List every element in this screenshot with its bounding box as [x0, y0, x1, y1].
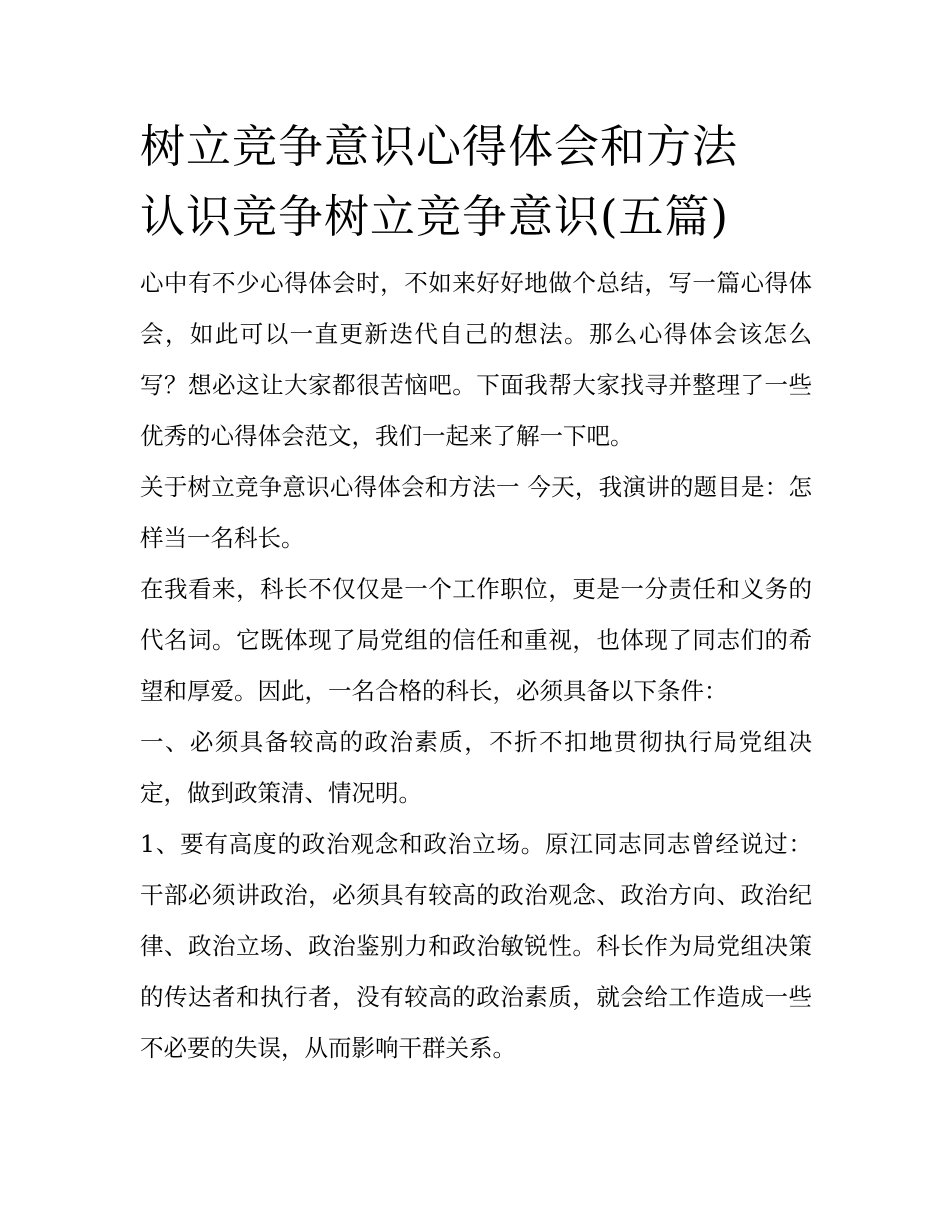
paragraph-intro: 心中有不少心得体会时，不如来好好地做个总结，写一篇心得体会，如此可以一直更新迭代自己的想法。那么心得体会该怎么写？想必这让大家都很苦恼吧。下面我帮大家找寻并整理了一些优秀的心得体会范文，我们一起来了解一下吧。 [140, 269, 812, 450]
paragraph-point-one: 一、必须具备较高的政治素质，不折不扣地贯彻执行局党组决定，做到政策清、情况明。 [140, 728, 812, 807]
document-title [140, 112, 812, 252]
title-line-2: 认识竞争树立竞争意识(五篇) [140, 190, 730, 243]
paragraph-speech-topic: 关于树立竞争意识心得体会和方法一 今天，我演讲的题目是：怎样当一名科长。 [140, 473, 812, 552]
title-line-1: 树立竞争意识心得体会和方法 [140, 120, 739, 173]
document-body [140, 112, 812, 1074]
paragraph-subpoint-one: 1、要有高度的政治观念和政治立场。原江同志同志曾经说过：干部必须讲政治，必须具有较高的政治观念、政治方向、政治纪律、政治立场、政治鉴别力和政治敏锐性。科长作为局党组决策的传达者和执行者，没有较高的政治素质，就会给工作造成一些不必要的失误，从而影响干群关系。 [140, 830, 812, 1062]
paragraph-section-chief-role: 在我看来，科长不仅仅是一个工作职位，更是一分责任和义务的代名词。它既体现了局党组的信任和重视，也体现了同志们的希望和厚爱。因此，一名合格的科长，必须具备以下条件： [140, 575, 812, 705]
